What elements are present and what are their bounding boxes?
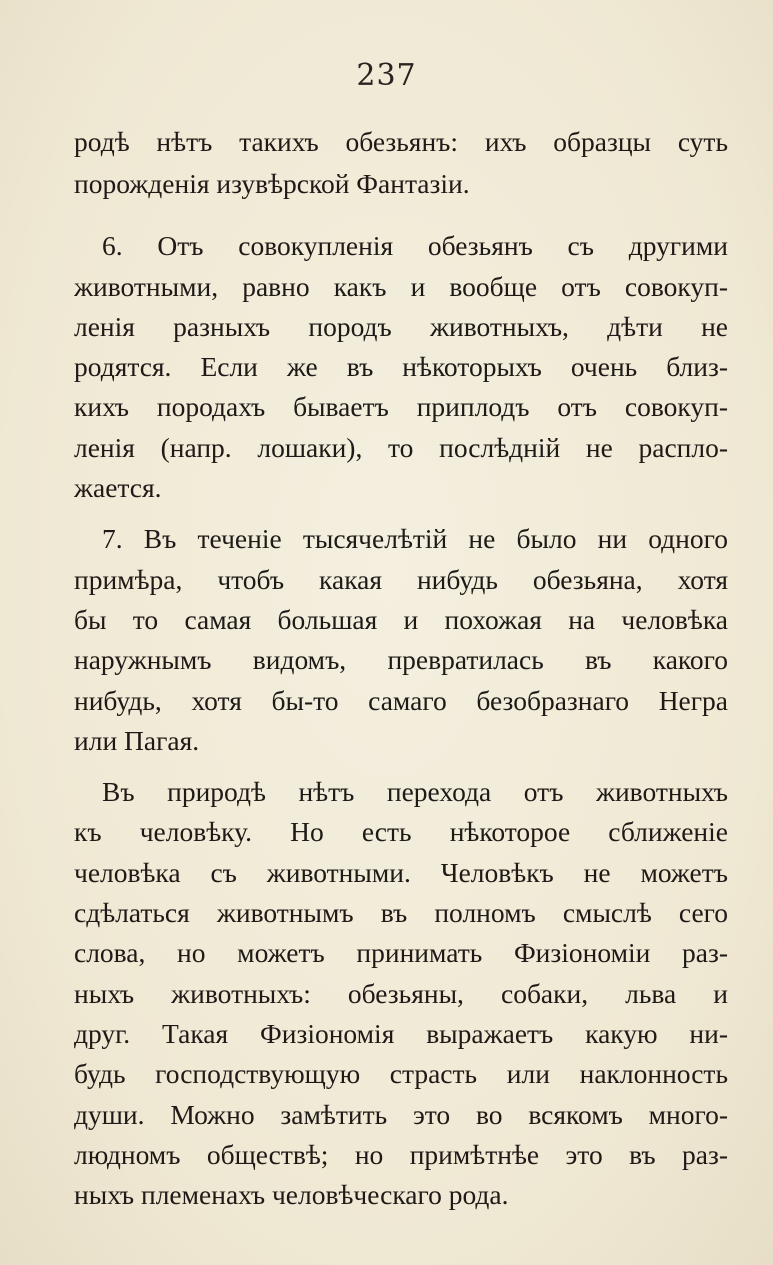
text-line: нибудь, хотя бы-то самаго безобразнаго Негра: [74, 685, 728, 716]
text-line: жается.: [74, 472, 162, 503]
text-line: къ человѣку. Но есть нѣкоторое сближеніе: [74, 816, 728, 847]
text-line: слова, но можетъ принимать Физіономіи раз-: [74, 937, 728, 968]
text-line: людномъ обществѣ; но примѣтнѣе это въ раз-: [74, 1139, 728, 1170]
text-line: ленія (напр. лошаки), то послѣдній не распло-: [74, 432, 728, 463]
page-number: 237: [356, 58, 417, 93]
text-line: ныхъ животныхъ: обезьяны, собаки, льва и: [74, 978, 728, 1009]
text-line: друг. Такая Физіономія выражаетъ какую ни-: [74, 1018, 728, 1049]
text-line: человѣка съ животными. Человѣкъ не можетъ: [74, 857, 728, 888]
text-line: души. Можно замѣтить это во всякомъ много-: [74, 1099, 728, 1130]
text-line: 6. Отъ совокупленія обезьянъ съ другими: [102, 230, 728, 261]
text-line: будь господствующую страсть или наклонность: [74, 1058, 728, 1089]
text-line: сдѣлаться животнымъ въ полномъ смыслѣ сего: [74, 897, 728, 928]
text-line: родѣ нѣтъ такихъ обезьянъ: ихъ образцы суть: [74, 126, 728, 157]
text-line: родятся. Если же въ нѣкоторыхъ очень близ-: [74, 351, 728, 382]
text-line: Въ природѣ нѣтъ перехода отъ животныхъ: [102, 776, 728, 807]
text-line: 7. Въ теченіе тысячелѣтій не было ни одного: [102, 523, 728, 554]
text-line: ленія разныхъ породъ животныхъ, дѣти не: [74, 311, 728, 342]
text-line: порожденія изувѣрской Фантазіи.: [74, 168, 470, 199]
text-line: ныхъ племенахъ человѣческаго рода.: [74, 1179, 509, 1210]
text-line: примѣра, чтобъ какая нибудь обезьяна, хотя: [74, 564, 728, 595]
text-line: бы то самая большая и похожая на человѣка: [74, 604, 728, 635]
text-line: кихъ породахъ бываетъ приплодъ отъ совокуп-: [74, 391, 728, 422]
text-line: животными, равно какъ и вообще отъ совокуп-: [74, 271, 728, 302]
text-line: наружнымъ видомъ, превратилась въ какого: [74, 644, 728, 675]
text-line: или Пагая.: [74, 725, 200, 756]
